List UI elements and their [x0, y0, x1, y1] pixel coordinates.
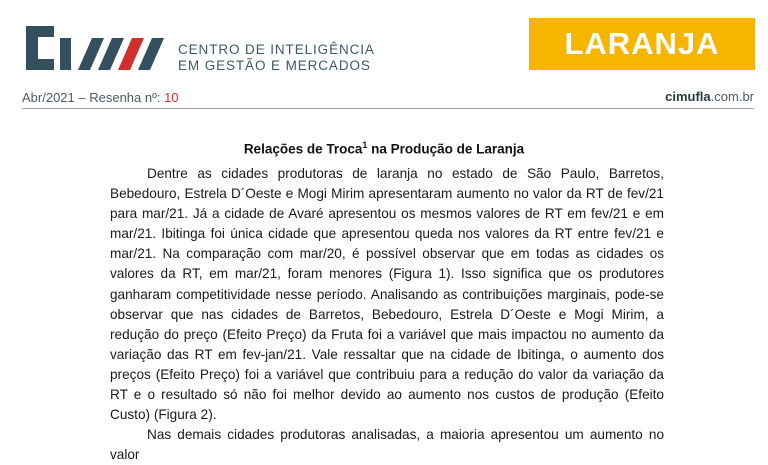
paragraph: Nas demais cidades produtoras analisadas, a maioria apresentou um aumento no valor	[110, 427, 664, 463]
footnote-marker: 1	[362, 140, 368, 150]
paragraph: Dentre as cidades produtoras de laranja no estado de São Paulo, Barretos, Bebedouro, Estrela D´Oeste e Mogi Mirim apresentaram aumento no valor da RT de fev/21 para mar/21. Já a cidade de Avaré apresentou os mesmos valores de RT em fev/21 e em mar/21. Ibitinga foi única cidade que apresentou queda nos valores da RT entre fev/21 e mar/21. Na comparação com mar/20, é possível observar que em todas as cidades os valores da RT, em mar/21, foram menores (Figura 1). Isso significa que os produtores ganharam competitividade nesse período. Analisando as contribuições marginais, pode-se observar que nas cidades de Barretos, Bebedouro, Estrela D´Oeste e Mogi Mirim, a redução do preço (Efeito Preço) da Fruta foi a variável que mais impactou no aumento da variação das RT em fev-jan/21. Vale ressaltar que na cidade de Ibitinga, o aumento dos preços (Efeito Preço) foi a variável que contribuiu para a redução do valor da variação da RT e o resultado só não foi melhor devido ao aumento nos custos de produção (Efeito Custo) (Figura 2).	[110, 166, 664, 423]
edition-number: 10	[164, 90, 179, 105]
article-title: Relações de Troca$^1$ na Produção de Laranja	[243, 140, 525, 157]
document-header	[0, 0, 768, 90]
edition-info: Abr/2021 – Resenha nº: 10	[22, 90, 179, 105]
edition-bar	[22, 86, 754, 109]
article-body	[110, 164, 664, 465]
website: cimufla.com.br	[665, 89, 754, 104]
organization-name: CENTRO DE INTELIGÊNCIA EM GESTÃO E MERCADOS	[178, 42, 375, 73]
cim-logo	[24, 24, 164, 72]
product-badge: LARANJA	[529, 18, 755, 70]
